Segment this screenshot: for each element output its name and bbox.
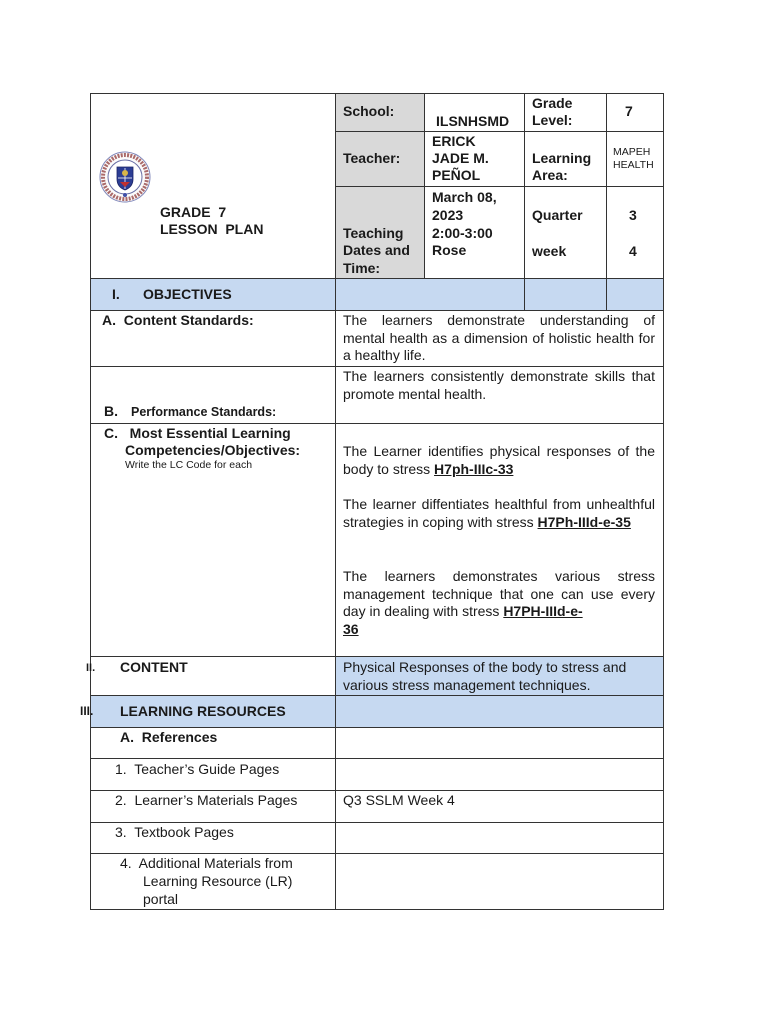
teacher-value-2: JADE M.	[432, 150, 489, 166]
teaching-dates-label-1: Teaching	[343, 225, 404, 241]
content-standards-text: The learners demonstrate understanding of mental health as a dimension of holistic health for a healthy life.	[343, 312, 655, 363]
melc-3	[343, 568, 655, 638]
learning-area-value-2: HEALTH	[613, 159, 654, 171]
melc-1	[343, 443, 655, 478]
performance-standards-text: The learners consistently demonstrate skills that promote mental health.	[343, 368, 655, 402]
lesson-plan-title-line2: LESSON PLAN	[160, 221, 264, 237]
week-value: 4	[629, 243, 637, 259]
resource-item-additional-2: Learning Resource (LR)	[143, 873, 293, 889]
melc-note: Write the LC Code for each	[125, 459, 253, 471]
grade-level-value: 7	[625, 103, 633, 119]
melc-label-line1: C. Most Essential Learning	[104, 425, 291, 441]
grade-level-label-2: Level:	[532, 112, 573, 128]
teaching-dates-value-1: March 08,	[432, 189, 497, 205]
teaching-dates-label-3: Time:	[343, 260, 381, 276]
lesson-plan-title-line1: GRADE 7	[160, 204, 227, 220]
resources-section-label: LEARNING RESOURCES	[120, 703, 286, 719]
content-standards-label: A. Content Standards:	[102, 312, 254, 328]
teacher-label: Teacher:	[343, 150, 401, 166]
quarter-label: Quarter	[532, 207, 583, 223]
resources-section-number: III.	[80, 704, 94, 718]
teaching-dates-label-2: Dates and	[343, 242, 410, 258]
content-section-label: CONTENT	[120, 659, 188, 675]
teacher-value-1: ERICK	[432, 133, 476, 149]
melc-3-code-1: H7PH-IIId-e-	[503, 603, 583, 619]
learning-area-value-1: MAPEH	[613, 146, 651, 158]
week-label: week	[532, 243, 567, 259]
teacher-value-3: PEÑOL	[432, 167, 481, 183]
melc-label-line2: Competencies/Objectives:	[125, 442, 301, 458]
melc-2-code: H7Ph-IIId-e-35	[537, 513, 631, 530]
school-label: School:	[343, 103, 395, 119]
melc-1-text: The Learner identifies physical responses of the body to stress	[343, 443, 655, 477]
quarter-value: 3	[629, 207, 637, 223]
resource-item-additional-1: 4. Additional Materials from	[120, 855, 293, 871]
resource-item-learners-materials-value: Q3 SSLM Week 4	[343, 792, 455, 808]
learning-area-label-1: Learning	[532, 150, 592, 166]
deped-seal-logo	[99, 151, 151, 203]
school-value: ILSNHSMD	[436, 113, 510, 129]
melc-3-code-2: 36	[343, 620, 359, 637]
teaching-dates-value-3: 2:00-3:00	[432, 225, 493, 241]
resource-item-learners-materials: 2. Learner’s Materials Pages	[115, 792, 298, 808]
teaching-dates-value-2: 2023	[432, 207, 464, 223]
melc-2-text: The learner diffentiates healthful from unhealthful strategies in coping with stress	[343, 496, 655, 530]
melc-2	[343, 496, 655, 531]
objectives-section-label: OBJECTIVES	[143, 286, 232, 302]
resource-item-teachers-guide: 1. Teacher’s Guide Pages	[115, 761, 280, 777]
content-text: Physical Responses of the body to stress and various stress management techniques.	[343, 659, 627, 693]
references-label: A. References	[120, 729, 218, 745]
performance-standards-label: Performance Standards:	[131, 405, 277, 419]
content-section-number: II.	[86, 662, 96, 674]
grade-level-label-1: Grade	[532, 95, 573, 111]
learning-area-label-2: Area:	[532, 167, 568, 183]
melc-3-text: The learners demonstrates various stress management technique that one can use every day in dealing with stress	[343, 568, 655, 619]
resource-item-additional-3: portal	[143, 891, 179, 907]
teaching-dates-value-4: Rose	[432, 242, 467, 258]
melc-1-code: H7ph-IIIc-33	[434, 460, 514, 477]
performance-standards-letter: B.	[104, 403, 118, 419]
resource-item-textbook: 3. Textbook Pages	[115, 824, 234, 840]
objectives-section-number: I.	[112, 286, 120, 302]
